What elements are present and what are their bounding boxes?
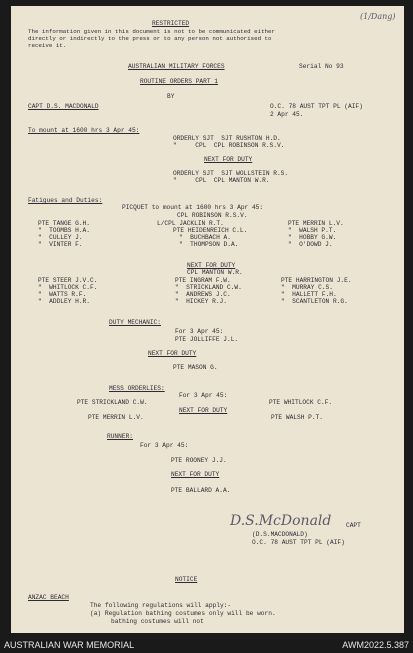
notice-line-1: The following regulations will apply:- — [90, 602, 232, 609]
notice-line-2: directly or indirectly to the press or to any person not authorised to — [28, 35, 272, 42]
list-item: " BUCHBACH A. — [179, 234, 231, 241]
list-item: " ADDLEY H.R. — [38, 298, 90, 305]
notice-line-3: receive it. — [28, 42, 67, 49]
unit-name: O.C. 78 AUST TPT PL (AIF) — [270, 103, 363, 110]
mess-next-2: PTE WALSH P.T. — [271, 414, 323, 421]
list-item: PTE MERRIN L.V. — [288, 220, 344, 227]
duty-mechanic-next-heading: NEXT FOR DUTY — [148, 350, 197, 357]
runner-date: For 3 Apr 45: — [140, 442, 189, 449]
list-item: " HOBBY G.W. — [288, 234, 337, 241]
document-page — [11, 6, 404, 633]
document-title: ROUTINE ORDERS PART 1 — [140, 78, 218, 85]
notice-line-3: bathing costumes will not — [111, 618, 204, 625]
runner-next-name: PTE BALLARD A.A. — [171, 487, 231, 494]
signature: D.S.McDonald — [230, 513, 332, 529]
list-item: PTE TANGE G.H. — [38, 220, 90, 227]
list-item: " O'DOWD J. — [288, 241, 333, 248]
list-item: " ANDREWS J.C. — [175, 291, 231, 298]
mess-orderlies-date: For 3 Apr 45: — [179, 392, 228, 399]
picquet-cpl: CPL ROBINSON R.S.V. — [177, 212, 248, 219]
list-item: " TOOMBS H.A. — [38, 227, 90, 234]
duty-mechanic-heading: DUTY MECHANIC: — [109, 319, 161, 326]
picquet-next-heading: NEXT FOR DUTY — [187, 262, 236, 269]
list-item: " WHITLOCK C.F. — [38, 284, 98, 291]
duty-mechanic-date: For 3 Apr 45: — [175, 328, 224, 335]
archive-name: AUSTRALIAN WAR MEMORIAL — [4, 640, 135, 650]
list-item: " HALLETT F.H. — [281, 291, 337, 298]
by-label: BY — [167, 93, 175, 100]
mess-next-heading: NEXT FOR DUTY — [179, 407, 228, 414]
officer-name: CAPT D.S. MACDONALD — [28, 103, 99, 110]
mess-orderly-2: PTE WHITLOCK C.F. — [269, 399, 333, 406]
list-item: " MURRAY C.S. — [281, 284, 333, 291]
list-item: PTE HEIDENREICH C.L. — [173, 227, 248, 234]
notice-line-2: (a) Regulation bathing costumes only will be worn. — [90, 610, 276, 617]
list-item: " HICKEY R.J. — [175, 298, 227, 305]
list-item: PTE STEER J.V.C. — [38, 277, 98, 284]
duty-mechanic-name: PTE JOLLIFFE J.L. — [175, 336, 239, 343]
notice-line-1: The information given in this document is not to be communicated either — [28, 28, 275, 35]
runner-name: PTE ROONEY J.J. — [171, 457, 227, 464]
mount-heading: To mount at 1600 hrs 3 Apr 45: — [28, 127, 140, 134]
next-orderly-sjt: ORDERLY SJT SJT WOLLSTEIN R.S. — [173, 170, 289, 177]
archive-id: AWM2022.5.387 — [342, 640, 409, 650]
list-item: " WATTS R.F. — [38, 291, 87, 298]
picquet-next-cpl: CPL MANTON W.R. — [187, 269, 243, 276]
list-item: " SCANTLETON R.G. — [281, 298, 348, 305]
signature-name: (D.S.MACDONALD) — [252, 531, 308, 538]
serial-number: Serial No 93 — [299, 63, 344, 70]
list-item: " CULLEY J. — [38, 234, 83, 241]
list-item: " WALSH P.T. — [288, 227, 337, 234]
runner-heading: RUNNER: — [107, 433, 133, 440]
force-name: AUSTRALIAN MILITARY FORCES — [128, 63, 225, 70]
list-item: PTE INGRAM F.W. — [175, 277, 231, 284]
restricted-heading: RESTRICTED — [152, 20, 190, 27]
list-item: " STRICKLAND C.W. — [175, 284, 242, 291]
mess-orderlies-heading: MESS ORDERLIES: — [109, 385, 165, 392]
archive-footer — [0, 637, 413, 653]
fatigues-heading: Fatigues and Duties: — [28, 197, 103, 204]
runner-next-heading: NEXT FOR DUTY — [171, 471, 220, 478]
list-item: L/CPL JACKLIN R.T. — [157, 220, 224, 227]
orderly-cpl: " CPL CPL ROBINSON R.S.V. — [173, 142, 285, 149]
mess-orderly-1: PTE STRICKLAND C.W. — [77, 399, 148, 406]
list-item: PTE HARRINGTON J.E. — [281, 277, 352, 284]
next-orderly-cpl: " CPL CPL MANTON W.R. — [173, 177, 270, 184]
corner-reference: (1/Dang) — [360, 12, 396, 21]
list-item: " THOMPSON D.A. — [179, 241, 239, 248]
notice-section: ANZAC BEACH — [28, 594, 69, 601]
next-for-duty-heading: NEXT FOR DUTY — [204, 156, 253, 163]
orderly-sjt: ORDERLY SJT SJT RUSHTON H.D. — [173, 135, 281, 142]
order-date: 2 Apr 45. — [270, 111, 304, 118]
list-item: " VINTER F. — [38, 241, 83, 248]
mess-next-1: PTE MERRIN L.V. — [88, 414, 144, 421]
picquet-line: PICQUET to mount at 1600 hrs 3 Apr 45: — [122, 204, 264, 211]
signature-rank: CAPT — [346, 522, 361, 529]
signature-unit: O.C. 78 AUST TPT PL (AIF) — [252, 539, 345, 546]
duty-mechanic-next-name: PTE MASON G. — [173, 364, 218, 371]
notice-heading: NOTICE — [175, 576, 198, 583]
